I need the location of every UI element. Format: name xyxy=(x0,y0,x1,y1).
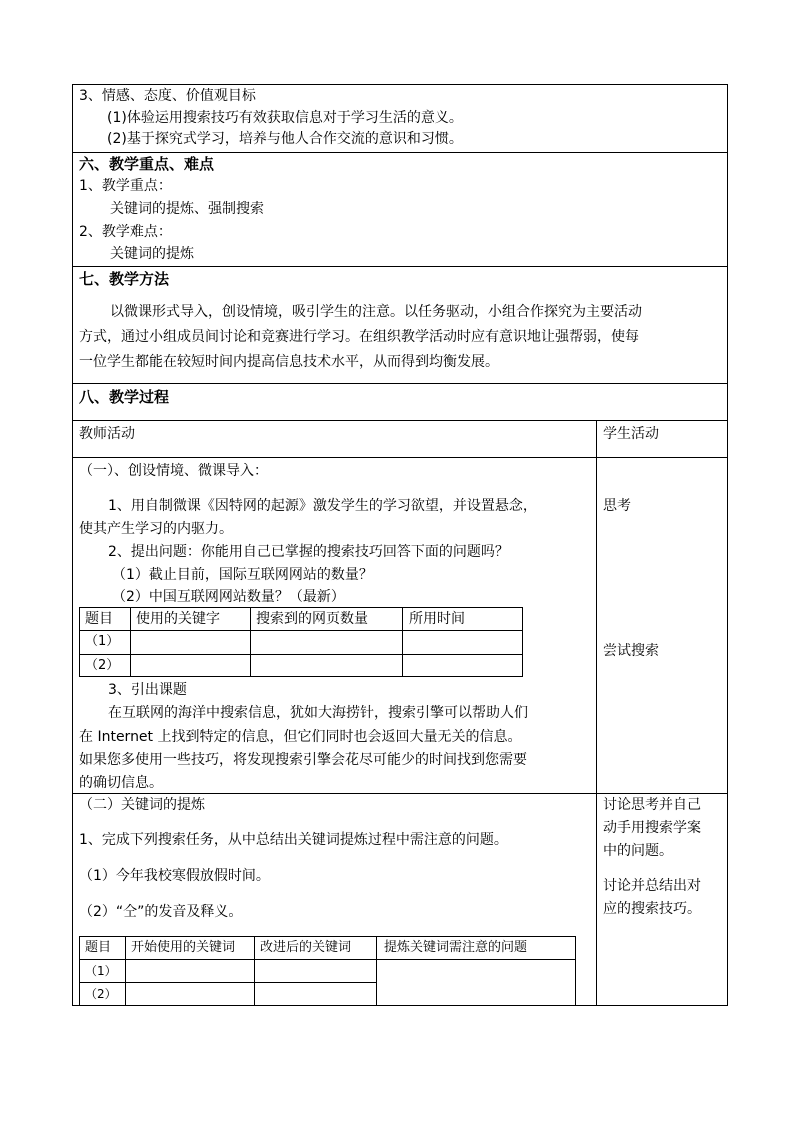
lesson-plan-sheet xyxy=(72,84,728,1006)
part1-paragraph4-line: 在互联网的海洋中搜索信息，犹如大海捞针，搜索引擎可以帮助人们 xyxy=(108,705,528,721)
difficulty-text: 关键词的提炼 xyxy=(110,246,194,262)
table-row-label: （1） xyxy=(85,634,120,649)
table-row-label: （2） xyxy=(85,987,117,1001)
part1-paragraph2: 2、提出问题：你能用自己已掌握的搜索技巧回答下面的问题吗？ xyxy=(108,544,509,560)
table-header-cell: 所用时间 xyxy=(409,611,465,627)
row-divider xyxy=(72,383,728,384)
table-header-cell: 改进后的关键词 xyxy=(260,940,352,955)
goals3-heading: 3、情感、态度、价值观目标 xyxy=(79,88,256,104)
table-row-label: （2） xyxy=(85,658,120,673)
goals3-item1: (1)体验运用搜索技巧有效获取信息对于学习生活的意义。 xyxy=(107,110,463,126)
student-try-search: 尝试搜索 xyxy=(603,643,659,659)
part1-paragraph3: 3、引出课题 xyxy=(108,682,187,698)
part1-paragraph4-line: 在 Internet 上找到特定的信息，但它们同时也会返回大量无关的信息。 xyxy=(79,729,522,745)
teacher-activity-header: 教师活动 xyxy=(79,426,135,442)
part2-question1: （1）今年我校寒假放假时间。 xyxy=(79,868,270,884)
part1-paragraph1-line1: 1、用自制微课《因特网的起源》激发学生的学习欲望，并设置悬念， xyxy=(108,498,537,514)
table-header-cell: 开始使用的关键词 xyxy=(131,940,236,955)
table-col-divider xyxy=(376,936,377,1006)
row-divider xyxy=(72,457,728,458)
student-discussion-line: 讨论思考并自己 xyxy=(603,797,701,813)
table-header-cell: 搜索到的网页数量 xyxy=(256,611,368,627)
method-line: 方式，通过小组成员间讨论和竞赛进行学习。在组织教学活动时应有意识地让强帮弱，使每 xyxy=(79,329,639,345)
row-divider xyxy=(72,420,728,421)
table-row-divider xyxy=(79,654,523,655)
method-line: 一位学生都能在较短时间内提高信息技术水平，从而得到均衡发展。 xyxy=(79,354,499,370)
row-divider xyxy=(72,266,728,267)
table-col-divider xyxy=(125,936,126,1006)
key-point-label: 1、教学重点： xyxy=(79,178,172,194)
student-activity-header: 学生活动 xyxy=(603,426,659,442)
key-point-text: 关键词的提炼、强制搜索 xyxy=(110,201,264,217)
table-col-divider xyxy=(402,607,403,677)
student-summary-line: 讨论并总结出对 xyxy=(603,878,701,894)
difficulty-label: 2、教学难点： xyxy=(79,224,172,240)
row-divider xyxy=(72,793,728,794)
student-discussion-line: 中的问题。 xyxy=(603,843,673,859)
table-header-cell: 使用的关键字 xyxy=(136,611,220,627)
part2-heading: （二）关键词的提炼 xyxy=(79,797,205,813)
table-header-cell: 题目 xyxy=(85,611,113,627)
table-col-divider xyxy=(130,607,131,677)
section8-heading: 八、教学过程 xyxy=(79,388,170,406)
table-col-divider xyxy=(250,607,251,677)
goals3-item2: (2)基于探究式学习，培养与他人合作交流的意识和习惯。 xyxy=(107,131,463,147)
student-think: 思考 xyxy=(603,498,631,514)
part1-paragraph4-line: 的确切信息。 xyxy=(79,775,163,791)
section6-heading: 六、教学重点、难点 xyxy=(79,155,215,173)
part2-task: 1、完成下列搜索任务，从中总结出关键词提炼过程中需注意的问题。 xyxy=(79,832,508,848)
method-line: 以微课形式导入，创设情境，吸引学生的注意。以任务驱动，小组合作探究为主要活动 xyxy=(110,304,642,320)
table-col-divider xyxy=(254,936,255,1006)
part1-heading: （一）、创设情境、微课导入： xyxy=(79,463,268,479)
part1-question2: （2）中国互联网网站数量？（最新） xyxy=(112,589,345,605)
section7-heading: 七、教学方法 xyxy=(79,270,170,288)
part1-paragraph1-line2: 使其产生学习的内驱力。 xyxy=(79,521,233,537)
table-row-divider xyxy=(79,959,576,960)
row-divider xyxy=(72,152,728,153)
table-row-label: （1） xyxy=(85,964,117,978)
column-divider xyxy=(596,420,597,1006)
part1-question1: （1）截止目前，国际互联网网站的数量？ xyxy=(112,567,373,583)
table-header-cell: 题目 xyxy=(85,940,112,955)
part1-paragraph4-line: 如果您多使用一些技巧，将发现搜索引擎会花尽可能少的时间找到您需要 xyxy=(79,752,527,768)
table-row-divider xyxy=(79,630,523,631)
student-discussion-line: 动手用搜索学案 xyxy=(603,820,701,836)
table-header-cell: 提炼关键词需注意的问题 xyxy=(384,940,528,955)
table-row-divider xyxy=(79,982,376,983)
student-summary-line: 应的搜索技巧。 xyxy=(603,901,701,917)
part2-question2: （2）“仝”的发音及释义。 xyxy=(79,904,243,920)
